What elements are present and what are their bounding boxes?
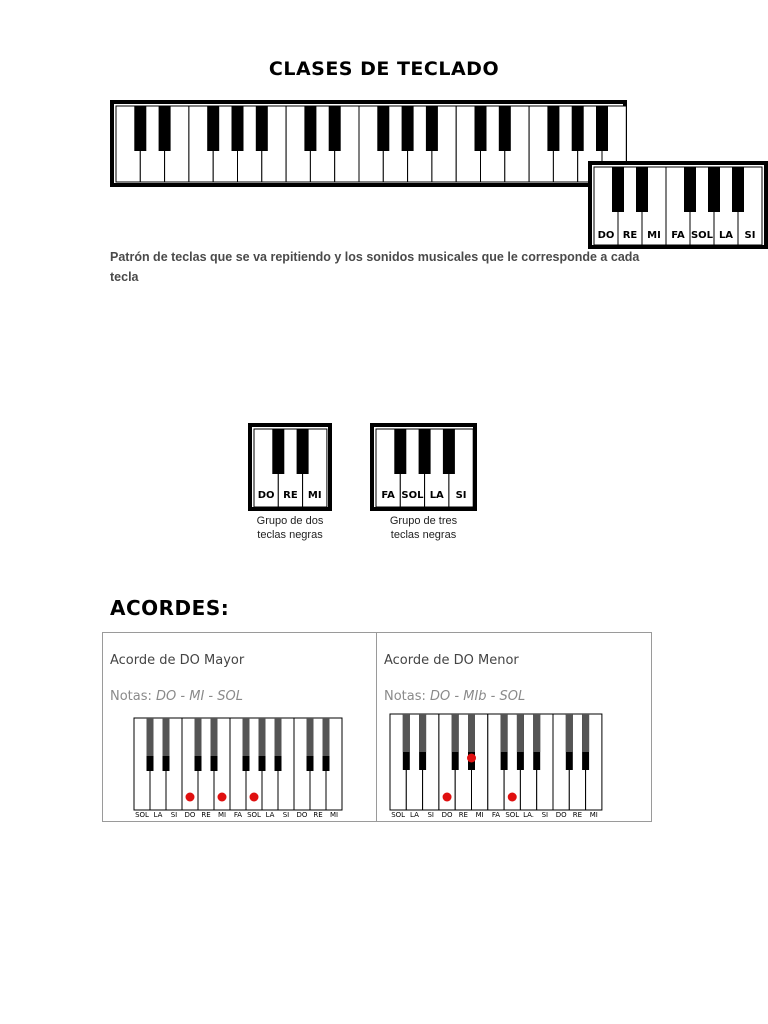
chord-key-label: MI [475, 811, 484, 819]
keyboard-main-illustration [110, 100, 628, 188]
main-keyboard-black-key [329, 106, 341, 151]
chord-black-key-shade [403, 714, 410, 752]
chord-key-label: MI [217, 811, 227, 819]
chord-key-label: FA [491, 811, 501, 819]
chord-black-key-shade [275, 718, 282, 756]
chord-key-label: SOL [505, 811, 520, 819]
chord-note-marker [443, 793, 452, 802]
chord-note-marker [467, 754, 476, 763]
main-keyboard-black-key [426, 106, 438, 151]
main-keyboard-black-key [475, 106, 487, 151]
main-keyboard-black-key [377, 106, 389, 151]
chord-major-notes-value: DO - MI - SOL [156, 689, 243, 704]
chords-divider [376, 632, 377, 822]
main-keyboard-black-key [256, 106, 268, 151]
chord-black-key-shade [163, 718, 170, 756]
acordes-heading: ACORDES: [110, 596, 230, 620]
chord-key-label: RE [572, 811, 583, 819]
chord-black-key-shade [533, 714, 540, 752]
group-three-black-key [394, 429, 406, 474]
chord-black-key-shade [195, 718, 202, 756]
chord-key-label: SOL [135, 811, 149, 819]
chord-major-keyboard [132, 716, 346, 820]
octave-black-key [612, 167, 624, 212]
group-two-black-key [272, 429, 284, 474]
chord-black-key-shade [307, 718, 314, 756]
group-three-key-label: FA [381, 490, 395, 501]
chord-black-key-shade [468, 714, 475, 752]
chord-key-label: SOL [391, 811, 406, 819]
chord-key-label: FA [233, 811, 243, 819]
chord-key-label: SI [541, 811, 549, 819]
group-two-caption-line2: teclas negras [257, 529, 323, 541]
octave-key-label: FA [671, 230, 685, 241]
group-three-black-keys [370, 423, 477, 511]
chord-minor-title: Acorde de DO Menor [384, 653, 519, 668]
group-two-key-label: RE [283, 490, 298, 501]
chord-black-key-shade [211, 718, 218, 756]
group-three-black-key [419, 429, 431, 474]
chord-key-label: SI [427, 811, 435, 819]
chord-key-label: SOL [247, 811, 261, 819]
group-two-key-label: MI [307, 490, 322, 501]
chord-note-marker [508, 793, 517, 802]
chord-key-label: RE [458, 811, 468, 819]
chord-note-marker [218, 793, 227, 802]
chord-key-label: MI [329, 811, 339, 819]
chord-key-label: DO [555, 811, 567, 819]
main-keyboard-black-key [232, 106, 244, 151]
group-three-caption [372, 514, 475, 542]
chord-note-marker [186, 793, 195, 802]
octave-key-label: SI [744, 230, 756, 241]
octave-key-label: RE [622, 230, 638, 241]
chord-major-notes-prefix: Notas: [110, 689, 157, 704]
octave-key-label: LA [718, 230, 734, 241]
main-keyboard-black-key [547, 106, 559, 151]
group-three-black-key [443, 429, 455, 474]
chord-black-key-shade [517, 714, 524, 752]
group-three-key-label: SOL [401, 490, 424, 501]
chord-key-label: SI [282, 811, 290, 819]
chord-key-label: LA. [523, 811, 535, 819]
chord-black-key-shade [419, 714, 426, 752]
keyboard-octave-illustration [588, 161, 768, 249]
group-two-black-keys [248, 423, 332, 511]
main-keyboard-black-key [572, 106, 584, 151]
chord-key-label: DO [296, 811, 308, 819]
main-keyboard-black-key [499, 106, 511, 151]
chord-minor-notes-prefix: Notas: [384, 689, 431, 704]
main-keyboard-black-key [304, 106, 316, 151]
octave-key-label: DO [597, 230, 615, 241]
pattern-description: Patrón de teclas que se va repitiendo y los sonidos musicales que le corresponde a cada tecla [110, 250, 640, 284]
chord-major-notes [110, 689, 243, 704]
main-keyboard-black-key [159, 106, 171, 151]
chord-key-label: MI [589, 811, 598, 819]
main-keyboard-black-key [207, 106, 219, 151]
chord-key-label: LA [265, 811, 275, 819]
chord-black-key-shade [452, 714, 459, 752]
chord-black-key-shade [147, 718, 154, 756]
octave-black-key [684, 167, 696, 212]
chord-note-marker [250, 793, 259, 802]
chord-black-key-shade [259, 718, 266, 756]
chord-key-label: LA [410, 811, 419, 819]
octave-key-label: SOL [690, 230, 714, 241]
group-three-key-label: SI [455, 490, 467, 501]
main-keyboard-black-key [596, 106, 608, 151]
page-title: CLASES DE TECLADO [268, 58, 500, 80]
chord-minor-keyboard [388, 712, 610, 820]
main-keyboard-black-key [402, 106, 414, 151]
group-two-black-key [297, 429, 309, 474]
group-two-caption [240, 514, 340, 542]
chord-key-label: SI [170, 811, 178, 819]
group-three-caption-line1: Grupo de tres [389, 515, 458, 527]
octave-black-key [636, 167, 648, 212]
chord-major-title: Acorde de DO Mayor [110, 653, 245, 668]
group-three-caption-line2: teclas negras [390, 529, 457, 541]
chord-black-key-shade [323, 718, 330, 756]
octave-black-key [708, 167, 720, 212]
octave-key-label: MI [647, 230, 661, 241]
chord-black-key-shade [243, 718, 250, 756]
chord-black-key-shade [566, 714, 573, 752]
chord-key-label: RE [201, 811, 211, 819]
chord-black-key-shade [582, 714, 589, 752]
group-three-key-label: LA [429, 490, 444, 501]
chord-black-key-shade [501, 714, 508, 752]
chord-key-label: LA [153, 811, 163, 819]
chord-key-label: DO [441, 811, 453, 819]
group-two-key-label: DO [257, 490, 275, 501]
main-keyboard-black-key [134, 106, 146, 151]
chord-minor-notes [384, 689, 525, 704]
group-two-caption-line1: Grupo de dos [256, 515, 324, 527]
octave-black-key [732, 167, 744, 212]
chord-minor-notes-value: DO - MIb - SOL [430, 689, 526, 704]
chord-key-label: DO [184, 811, 196, 819]
chord-key-label: RE [313, 811, 323, 819]
